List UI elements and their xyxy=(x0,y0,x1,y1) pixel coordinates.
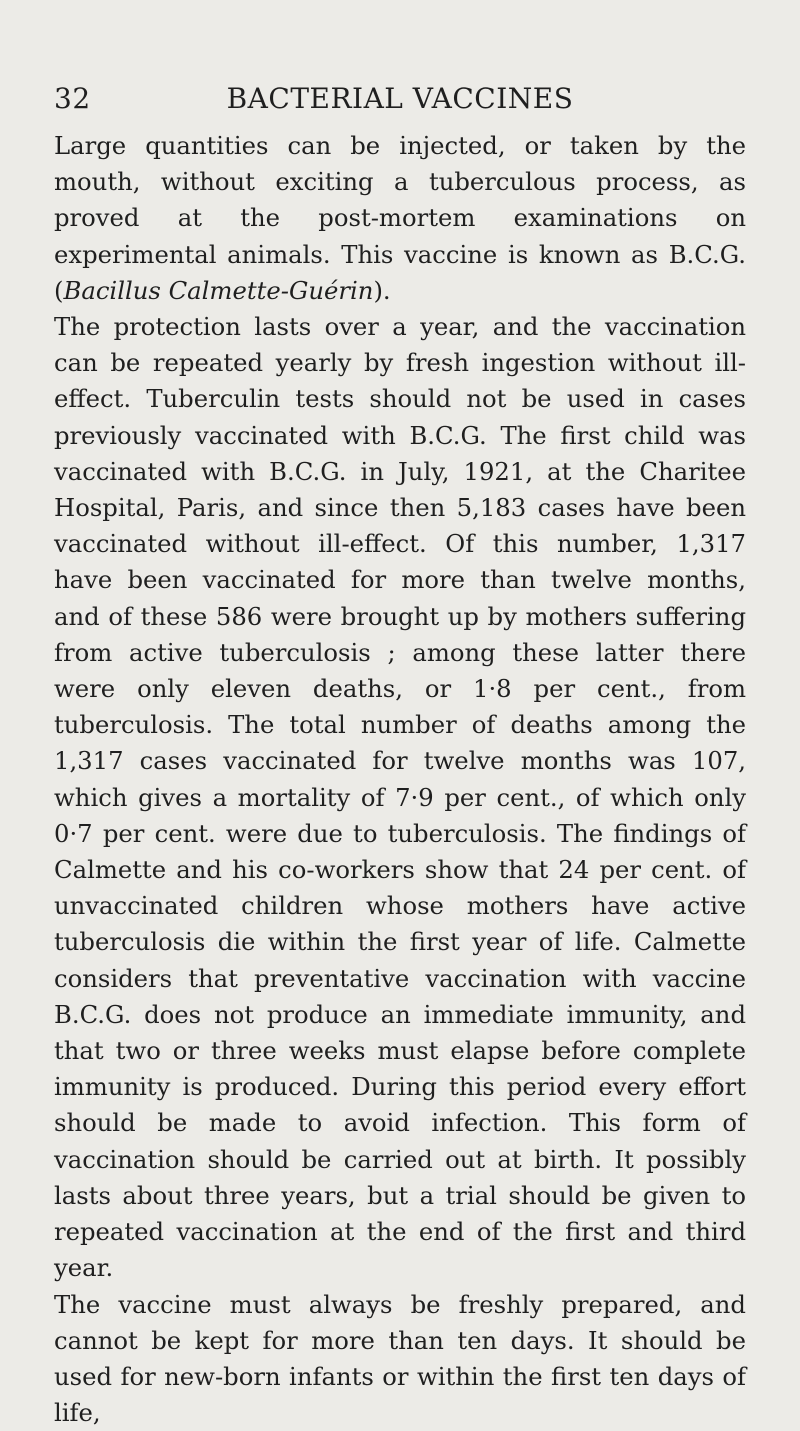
paragraph-bcg-intro xyxy=(54,128,746,309)
paragraph-text: Large quantities can be injected, or taken by the mouth, without exciting a tuberculous process, as proved at the post-mortem examinations on experimental animals. This vaccine is known as B.C.G. ( xyxy=(54,131,746,305)
paragraph-preparation: The vaccine must always be freshly prepared, and cannot be kept for more than ten days. It should be used for new-born infants or within the first ten days of life, xyxy=(54,1287,746,1431)
paragraph-text: ). xyxy=(373,276,390,305)
running-title: BACTERIAL VACCINES xyxy=(54,82,746,115)
page-number: 32 xyxy=(54,82,91,115)
italic-term: Bacillus Calmette-Guérin xyxy=(63,276,373,305)
paragraph-protection: The protection lasts over a year, and the vaccination can be repeated yearly by fresh ingestion without ill-effect. Tuberculin tests should not be used in cases previously vaccinated with B.C.G. The first child was vaccinated with B.C.G. in July, 1921, at the Charitee Hospital, Paris, and since then 5,183 cases have been vaccinated without ill-effect. Of this number, 1,317 have been vaccinated for more than twelve months, and of these 586 were brought up by mothers suffering from active tuberculosis ; among these latter there were only eleven deaths, or 1·8 per cent., from tuberculosis. The total number of deaths among the 1,317 cases vaccinated for twelve months was 107, which gives a mortality of 7·9 per cent., of which only 0·7 per cent. were due to tuberculosis. The findings of Calmette and his co-workers show that 24 per cent. of unvaccinated children whose mothers have active tuberculosis die within the first year of life. Calmette considers that preventative vaccination with vaccine B.C.G. does not produce an immediate immunity, and that two or three weeks must elapse before complete immunity is produced. During this period every effort should be made to avoid infection. This form of vaccination should be carried out at birth. It possibly lasts about three years, but a trial should be given to repeated vaccination at the end of the first and third year. xyxy=(54,309,746,1286)
page-header xyxy=(54,82,746,122)
body-text xyxy=(54,128,746,1431)
